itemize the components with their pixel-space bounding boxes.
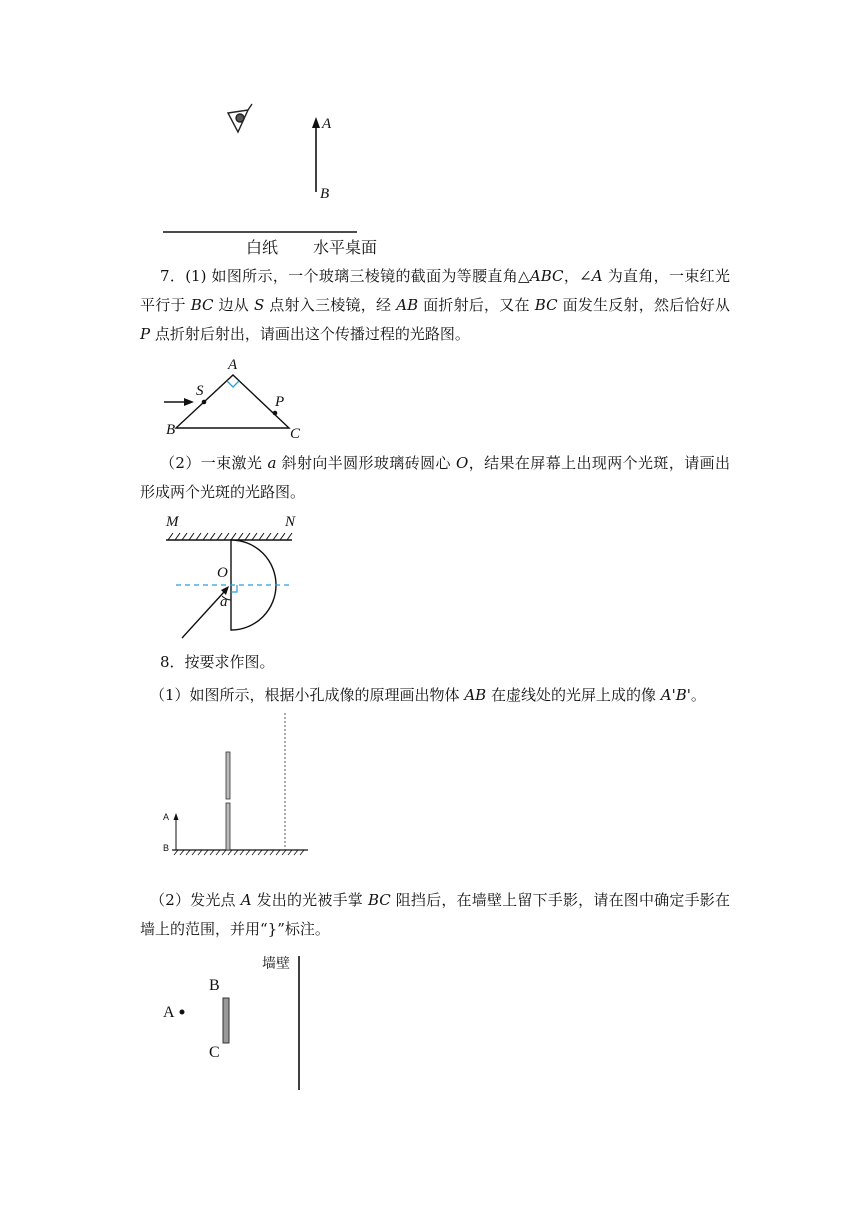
label-a: A [322, 116, 332, 132]
label-b: B [320, 186, 330, 202]
caption-paper: 白纸 [246, 238, 279, 257]
shadow-label-wall: 墙壁 [262, 956, 290, 972]
light-point-a [180, 1010, 185, 1015]
q7-part1-text: 7．(1) 如图所示，一个玻璃三棱镜的截面为等腰直角△ABC，∠A 为直角，一束红光平行于 BC 边从 S 点射入三棱镜，经 AB 面折射后，又在 BC 面发生反射，然后恰好从 P 点折射后射出，请画出这个传播过程的光路图。 [140, 267, 730, 343]
shadow-label-a: A [163, 1004, 175, 1021]
semi-label-n: N [285, 514, 296, 530]
prism-label-s: S [196, 383, 204, 399]
pinhole-label-b: B [163, 843, 170, 853]
pinhole-label-a: A [163, 812, 170, 822]
prism-label-b: B [166, 422, 176, 438]
q8-part1-text: （1）如图所示，根据小孔成像的原理画出物体 AB 在虚线处的光屏上成的像 A'B'。 [150, 686, 706, 704]
q8-part2-text: （2）发光点 A 发出的光被手掌 BC 阻挡后，在墙壁上留下手影，请在图中确定手影在墙上的范围，并用“}”标注。 [140, 891, 730, 938]
shadow-label-c: C [209, 1044, 220, 1061]
prism-label-c: C [290, 426, 301, 442]
prism-label-p: P [275, 394, 285, 410]
q7-part2-text: （2）一束激光 a 斜射向半圆形玻璃砖圆心 O，结果在屏幕上出现两个光斑，请画出形成两个光斑的光路图。 [140, 454, 730, 501]
palm-bc [223, 998, 229, 1043]
prism-label-a: A [228, 357, 238, 373]
q8-title: 8．按要求作图。 [160, 653, 275, 671]
shadow-label-b: B [209, 977, 220, 994]
semi-label-o: O [217, 565, 228, 581]
semi-label-a: a [220, 594, 228, 610]
caption-table: 水平桌面 [313, 238, 378, 257]
semi-label-m: M [166, 514, 179, 530]
